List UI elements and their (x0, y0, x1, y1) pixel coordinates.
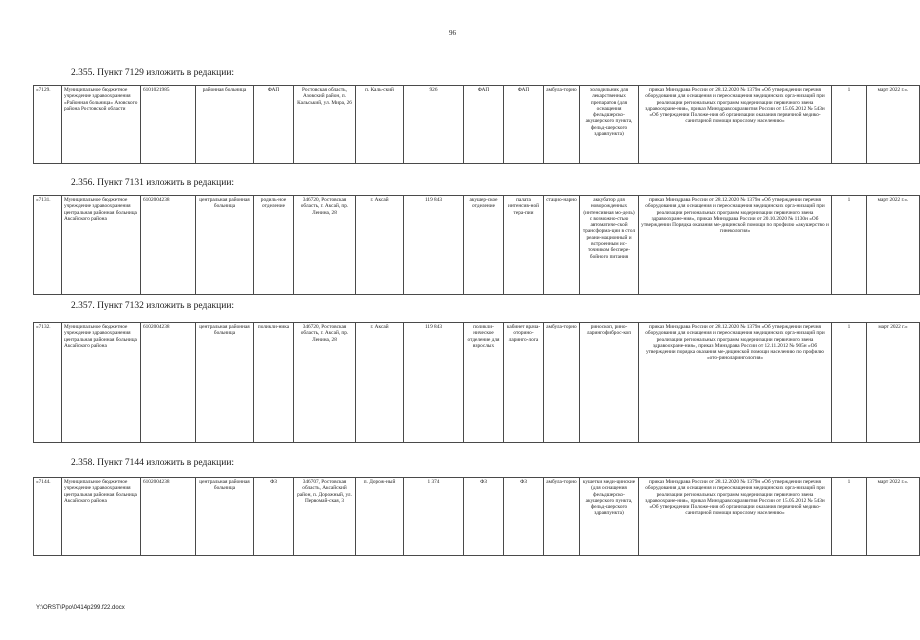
item-table (33, 195, 920, 295)
table-cell: 6102004238 (141, 196, 196, 295)
table-cell: ФАП (464, 86, 504, 164)
table-cell: 926 (404, 86, 464, 164)
table-cell: амбула-торно (544, 86, 580, 164)
table-cell: Муниципальное бюджетное учреждение здравоохранения центральная районная больница Аксайского района (62, 323, 141, 443)
table-cell: март 2022 г.». (867, 86, 920, 164)
table-cell: ФЗ (504, 478, 544, 556)
table-cell: 346720, Ростовская область, г. Аксай, пр. Ленина, 28 (294, 196, 356, 295)
table-cell: март 2022 г.». (867, 196, 920, 295)
table-cell: приказ Минздрава России от 28.12.2020 № 1379н «Об утверждении перечня оборудования для оснащения и переоснащения медицинских орга-низаций при реализации региональных программ модернизации первичного звена здравоохране-ния», приказ Минздрава России от 20.10.2020 № 1130н «Об утверждении Порядка оказания ме-дицинской помощи по профилю «акушерство и гинекология» (639, 196, 832, 295)
table-cell: поликли-ническое отделение для взрослых (464, 323, 504, 443)
section-heading: 2.358. Пункт 7144 изложить в редакции: (71, 458, 235, 468)
file-path-footer: Y:\ORST\Ppo\0414p299.f22.docx (36, 605, 125, 611)
section-heading: 2.356. Пункт 7131 изложить в редакции: (71, 178, 235, 188)
table-cell: 346707, Ростовская область, Аксайский район, п. Дорожный, ул. Первомай-ская, 3 (294, 478, 356, 556)
table-row (34, 478, 920, 556)
table-cell: «7131. (34, 196, 62, 295)
table-cell: стацио-нарно (544, 196, 580, 295)
section-heading: 2.355. Пункт 7129 изложить в редакции: (71, 68, 235, 78)
table-cell: г. Аксай (356, 196, 404, 295)
table-cell: Муниципальное бюджетное учреждение здравоохранения центральная районная больница Аксайского района (62, 196, 141, 295)
table-cell: кушетки меди-цинские (для оснащения фельдшерско-акушерского пункта, фельд-шерского здравпункта) (580, 478, 639, 556)
table-cell: поликли-ника (254, 323, 294, 443)
table-cell: Ростовская область, Азовский район, п. Кальський, ул. Мира, 26 (294, 86, 356, 164)
table-cell: 6102004238 (141, 323, 196, 443)
table-cell: холодильник для лекарственных препаратов (для оснащения фельдшерско-акушерского пункта, фельд-шерского здравпункта) (580, 86, 639, 164)
table-cell: приказ Минздрава России от 28.12.2020 № 1379н «Об утверждении перечня оборудования для оснащения и переоснащения медицинских орга-низаций при реализации региональных программ модернизации первичного звена здравоохране-ния», приказ Минздрава России от 12.11.2012 № 905н «Об утверждении порядка оказания ме-дицинской помощи населению по профилю «ото-риноларингология» (639, 323, 832, 443)
table-cell: районная больница (196, 86, 254, 164)
table-cell: приказ Минздрава России от 28.12.2020 № 1379н «Об утверждении перечня оборудования для оснащения и переоснащения медицинских орга-низаций при реализации региональных программ модернизации первичного звена здравоохране-ния», приказ Минздравсоцразвития России от 15.05.2012 № 543н «Об утверждении Положе-ния об организации оказания первичной медико-санитарной помощи взрослому населению» (639, 86, 832, 164)
table-cell: 1 (832, 196, 867, 295)
section-heading: 2.357. Пункт 7132 изложить в редакции: (71, 301, 235, 311)
table-cell: март 2022 г.» (867, 323, 920, 443)
table-cell: 6101021985 (141, 86, 196, 164)
table-cell: «7129. (34, 86, 62, 164)
table-cell: родиль-ное отделение (254, 196, 294, 295)
table-cell: кабинет врача-оторино-ларинго-лога (504, 323, 544, 443)
table-cell: палата интенсив-ной тера-пии (504, 196, 544, 295)
item-table (33, 477, 920, 556)
table-cell: амбула-торно (544, 323, 580, 443)
table-cell: аккубатор для новорожденных (интенсивная мо-дель) с возможно-стью автоматиче-ской трансформа-ции в стол реани-мационный и встроенным ис-точником бесперe-бойного питания (580, 196, 639, 295)
table-cell: 1 (832, 478, 867, 556)
table-cell: акушер-ское отделение (464, 196, 504, 295)
table-cell: Муниципальное бюджетное учреждение здравоохранения «Районная больница» Азовского района Ростовской области (62, 86, 141, 164)
table-cell: «7132. (34, 323, 62, 443)
table-row (34, 323, 920, 443)
table-cell: приказ Минздрава России от 28.12.2020 № 1379н «Об утверждении перечня оборудования для оснащения и переоснащения медицинских орга-низаций при реализации региональных программ модернизации первичного звена здравоохране-ния», приказ Минздравсоцразвития России от 15.05.2012 № 543н «Об утверждении Положе-ния об организации оказания первичной медико-санитарной помощи взрослому населению» (639, 478, 832, 556)
table-cell: ФЗ (254, 478, 294, 556)
table-cell: центральная районная больница (196, 196, 254, 295)
table-cell: 1 (832, 323, 867, 443)
table-cell: 6102004238 (141, 478, 196, 556)
table-cell: ФАП (254, 86, 294, 164)
table-cell: 346720, Ростовская область, г. Аксай, пр. Ленина, 28 (294, 323, 356, 443)
table-cell: 119 843 (404, 196, 464, 295)
table-cell: Муниципальное бюджетное учреждение здравоохранения центральная районная больница Аксайского района (62, 478, 141, 556)
table-cell: центральная районная больница (196, 323, 254, 443)
table-cell: март 2022 г.». (867, 478, 920, 556)
table-cell: п. Каль-ский (356, 86, 404, 164)
table-cell: ФАП (504, 86, 544, 164)
table-cell: ФЗ (464, 478, 504, 556)
table-cell: амбула-торно (544, 478, 580, 556)
page-number: 96 (449, 29, 456, 37)
table-cell: центральная районная больница (196, 478, 254, 556)
table-cell: «7144. (34, 478, 62, 556)
table-cell: 1 374 (404, 478, 464, 556)
table-cell: 119 843 (404, 323, 464, 443)
table-cell: п. Дорож-ный (356, 478, 404, 556)
table-row (34, 196, 920, 295)
table-cell: г. Аксай (356, 323, 404, 443)
item-table (33, 322, 920, 443)
table-row (34, 86, 920, 164)
table-cell: 1 (832, 86, 867, 164)
item-table (33, 85, 920, 164)
table-cell: риноскоп, рино-ларингофиброс-коп (580, 323, 639, 443)
